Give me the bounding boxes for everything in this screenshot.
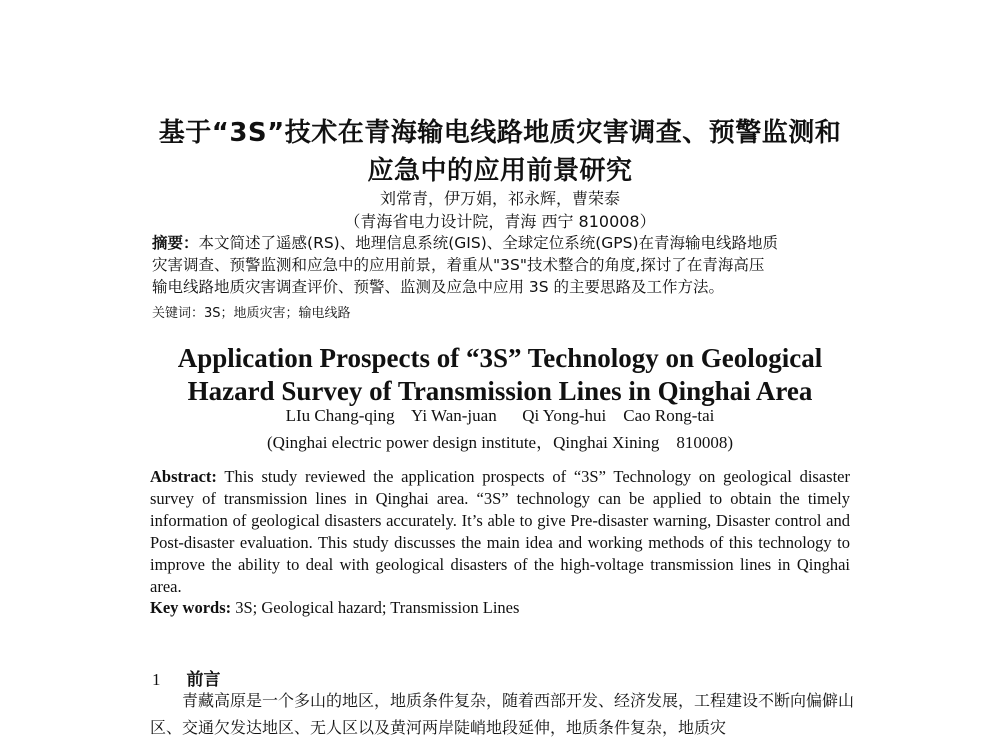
cn-abstract: [152, 232, 852, 298]
cn-title-line1: 基于“3S”技术在青海输电线路地质灾害调查、预警监测和: [158, 118, 842, 148]
en-authors: LIu Chang-qing Yi Wan-juan Qi Yong-hui Cao Rong-tai: [285, 406, 715, 425]
en-title-line2: Hazard Survey of Transmission Lines in Qinghai Area: [187, 376, 813, 406]
cn-abstract-line3: 输电线路地质灾害调查评价、预警、监测及应急中应用 3S 的主要思路及工作方法。: [152, 278, 725, 296]
en-affiliation: (Qinghai electric power design institute，Qinghai Xining 810008): [267, 433, 733, 452]
section-number: 1: [152, 670, 161, 689]
en-title-line1: Application Prospects of “3S” Technology on Geological: [177, 343, 823, 373]
cn-abstract-text1: 本文简述了遥感(RS)、地理信息系统(GIS)、全球定位系统(GPS)在青海输电线路地质: [198, 234, 779, 252]
cn-authors: 刘常青，伊万娟，祁永辉，曹荣泰: [379, 189, 620, 208]
cn-title-line2: 应急中的应用前景研究: [367, 156, 633, 186]
en-abstract-label: Abstract:: [150, 467, 217, 486]
en-abstract-text: This study reviewed the application prospects of “3S” Technology on geological disaster survey of transmission lines in Qinghai area. “3S” technology can be applied to obtain the timely information of geological disasters accurately. It’s able to give Pre-disaster warning, Disaster control and Post-disaster evaluation. This study discusses the main idea and working methods of this technology to improve the ability to deal with geological disasters of the high-voltage transmission lines in Qinghai area.: [150, 467, 850, 596]
cn-abstract-line2: 灾害调查、预警监测和应急中的应用前景，着重从"3S"技术整合的角度,探讨了在青海高压: [152, 256, 765, 274]
en-abstract: [150, 466, 850, 598]
en-keywords-label: Key words:: [150, 598, 232, 617]
cn-affiliation: （青海省电力设计院，青海 西宁 810008）: [344, 212, 656, 231]
section-title: 前言: [186, 670, 221, 690]
cn-abstract-label: 摘要：: [152, 234, 199, 252]
cn-abstract-line1: [152, 232, 852, 254]
en-keywords-text: 3S; Geological hazard; Transmission Lines: [235, 598, 520, 617]
en-keywords: [150, 598, 519, 618]
cn-keywords: 关键词：3S；地质灾害；输电线路: [152, 306, 351, 321]
section-body: 青藏高原是一个多山的地区，地质条件复杂，随着西部开发、经济发展，工程建设不断向偏僻山区、交通欠发达地区、无人区以及黄河两岸陡峭地段延伸，地质条件复杂，地质灾: [150, 691, 855, 737]
